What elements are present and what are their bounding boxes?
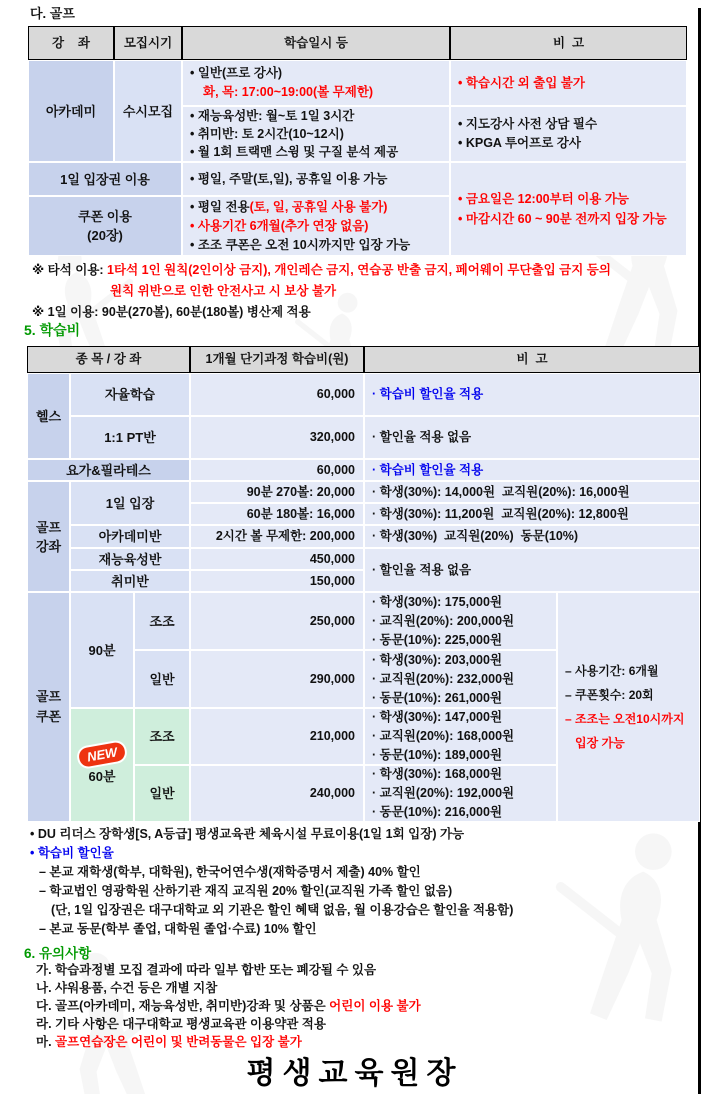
t2-yoga-fee: 60,000 <box>190 459 364 481</box>
t1-coupon-schedule: • 평일 전용(토, 일, 공휴일 사용 불가) • 사용기간 6개월(추가 연장 없음) • 조조 쿠폰은 오전 10시까지만 입장 가능 <box>182 196 450 256</box>
t2-coupon-60-general-fee: 240,000 <box>190 765 364 822</box>
t1-header-note: 비 고 <box>450 26 687 60</box>
section6-title: 6. 유의사항 <box>24 946 92 961</box>
t2-dayentry-60-note: · 학생(30%): 11,200원 교직원(20%): 12,800원 <box>364 503 700 525</box>
t1-academy-schedule-2: • 재능육성반: 월~토 1일 3시간 • 취미반: 토 2시간(10~12시) • 월 1회 트랙맨 스윙 및 구질 분석 제공 <box>182 106 450 162</box>
t2-dayentry-60-fee: 60분 180볼: 16,000 <box>190 503 364 525</box>
t2-yoga-label: 요가&필라테스 <box>27 459 190 481</box>
t1-daypass-coupon-note: • 금요일은 12:00부터 이용 가능 • 마감시간 60 ~ 90분 전까지 입장 가능 <box>450 162 687 256</box>
t2-coupon-90-early-note: · 학생(30%): 175,000원 · 교직원(20%): 200,000원 · 동문(10%): 225,000원 <box>364 592 557 650</box>
t1-academy-schedule-1: • 일반(프로 강사) 화, 목: 17:00~19:00(볼 무제한) <box>182 60 450 106</box>
t2-coupon-side-note: – 사용기간: 6개월 – 쿠폰횟수: 20회 – 조조는 오전10시까지 입장 가능 <box>557 592 700 822</box>
t2-coupon-60-general-note: · 학생(30%): 168,000원 · 교직원(20%): 192,000원 · 동문(10%): 216,000원 <box>364 765 557 822</box>
t2-coupon-90min-label: 90분 <box>70 592 134 708</box>
t1-coupon-name: 쿠폰 이용 (20장) <box>28 196 182 256</box>
note-booth-usage: ※ 타석 이용: 1타석 1인 원칙(2인이상 금지), 개인레슨 금지, 연습공 반출 금지, 페어웨이 무단출입 금지 등의 원칙 위반으로 인한 안전사고 시 보상 불가 ※ 1일 이용: 90분(270볼), 60분(180볼) 병산제 적용 <box>32 263 611 319</box>
t2-academy-class-fee: 2시간 볼 무제한: 200,000 <box>190 525 364 548</box>
t2-academy-class-label: 아카데미반 <box>70 525 190 548</box>
t2-dayentry-90-fee: 90분 270볼: 20,000 <box>190 481 364 503</box>
t2-dayentry-90-note: · 학생(30%): 14,000원 교직원(20%): 16,000원 <box>364 481 700 503</box>
t2-header-course: 종 목 / 강 좌 <box>27 346 190 373</box>
t2-health-name: 헬스 <box>27 373 70 459</box>
t2-hobby-fee: 150,000 <box>190 570 364 592</box>
new-badge: NEW <box>78 741 127 768</box>
t1-academy-recruit: 수시모집 <box>114 60 182 162</box>
t1-header-period: 모집시기 <box>114 26 182 60</box>
t2-golfcoupon-name: 골프 쿠폰 <box>27 592 70 822</box>
t1-daypass-name: 1일 입장권 이용 <box>28 162 182 196</box>
t2-talent-label: 재능육성반 <box>70 548 190 570</box>
t2-yoga-note: · 학습비 할인율 적용 <box>364 459 700 481</box>
t2-golfcourse-name: 골프 강좌 <box>27 481 70 592</box>
t2-hobby-label: 취미반 <box>70 570 190 592</box>
t2-coupon-60-general-label: 일반 <box>134 765 190 822</box>
t2-coupon-60min-label: NEW 60분 <box>70 708 134 822</box>
section-label-golf: 다. 골프 <box>30 6 75 21</box>
t2-coupon-90-early-fee: 250,000 <box>190 592 364 650</box>
t2-health-row1-fee: 60,000 <box>190 373 364 416</box>
t2-coupon-60-early-fee: 210,000 <box>190 708 364 765</box>
t2-coupon-60-early-label: 조조 <box>134 708 190 765</box>
t2-coupon-60-early-note: · 학생(30%): 147,000원 · 교직원(20%): 168,000원 · 동문(10%): 189,000원 <box>364 708 557 765</box>
t2-coupon-90-general-label: 일반 <box>134 650 190 708</box>
t1-daypass-schedule: • 평일, 주말(토,일), 공휴일 이용 가능 <box>182 162 450 196</box>
t2-nodiscount-note: · 할인율 적용 없음 <box>364 548 700 592</box>
t2-academy-class-note: · 학생(30%) 교직원(20%) 동문(10%) <box>364 525 700 548</box>
signature-title: 평생교육원장 <box>246 1057 463 1090</box>
t2-health-row2-note: · 할인율 적용 없음 <box>364 416 700 459</box>
t2-health-row1-note: · 학습비 할인율 적용 <box>364 373 700 416</box>
t2-health-row2-label: 1:1 PT반 <box>70 416 190 459</box>
fee-notes: • DU 리더스 장학생[S, A등급] 평생교육관 체육시설 무료이용(1일 1회 입장) 가능 • 학습비 할인율 – 본교 재학생(학부, 대학원), 한국어연수생(재학증명서 제출) 40% 할인 – 학교법인 영광학원 산하기관 재직 교직원 20% 할인(교직원 가족 할인 없음) (단, 1일 입장권은 대구대학교 외 기관은 할인 혜택 없음, 월 이용강습은 할인율 적용함) – 본교 동문(학부 졸업, 대학원 졸업·수료) 10% 할인 <box>30 827 514 936</box>
t2-dayentry-label: 1일 입장 <box>70 481 190 525</box>
t2-header-fee: 1개월 단기과정 학습비(원) <box>190 346 364 373</box>
t2-coupon-90-general-note: · 학생(30%): 203,000원 · 교직원(20%): 232,000원 · 동문(10%): 261,000원 <box>364 650 557 708</box>
t1-academy-note-1: • 학습시간 외 출입 불가 <box>450 60 687 106</box>
t2-header-note: 비 고 <box>364 346 700 373</box>
t2-health-row2-fee: 320,000 <box>190 416 364 459</box>
t2-coupon-90-early-label: 조조 <box>134 592 190 650</box>
t1-header-course: 강 좌 <box>28 26 114 60</box>
t1-academy-name: 아카데미 <box>28 60 114 162</box>
t1-academy-note-2: • 지도강사 사전 상담 필수 • KPGA 투어프로 강사 <box>450 106 687 162</box>
section5-title: 5. 학습비 <box>24 322 81 338</box>
t2-health-row1-label: 자율학습 <box>70 373 190 416</box>
t2-talent-fee: 450,000 <box>190 548 364 570</box>
t2-coupon-90-general-fee: 290,000 <box>190 650 364 708</box>
precaution-list: 가. 학습과정별 모집 결과에 따라 일부 합반 또는 폐강될 수 있음 나. 샤워용품, 수건 등은 개별 지참 다. 골프(아카데미, 재능육성반, 취미반)강좌 및 상품은 어린이 이용 불가 라. 기타 사항은 대구대학교 평생교육관 이용약관 적용 마. 골프연습장은 어린이 및 반려동물은 입장 불가 <box>36 963 421 1049</box>
t1-header-schedule: 학습일시 등 <box>182 26 450 60</box>
